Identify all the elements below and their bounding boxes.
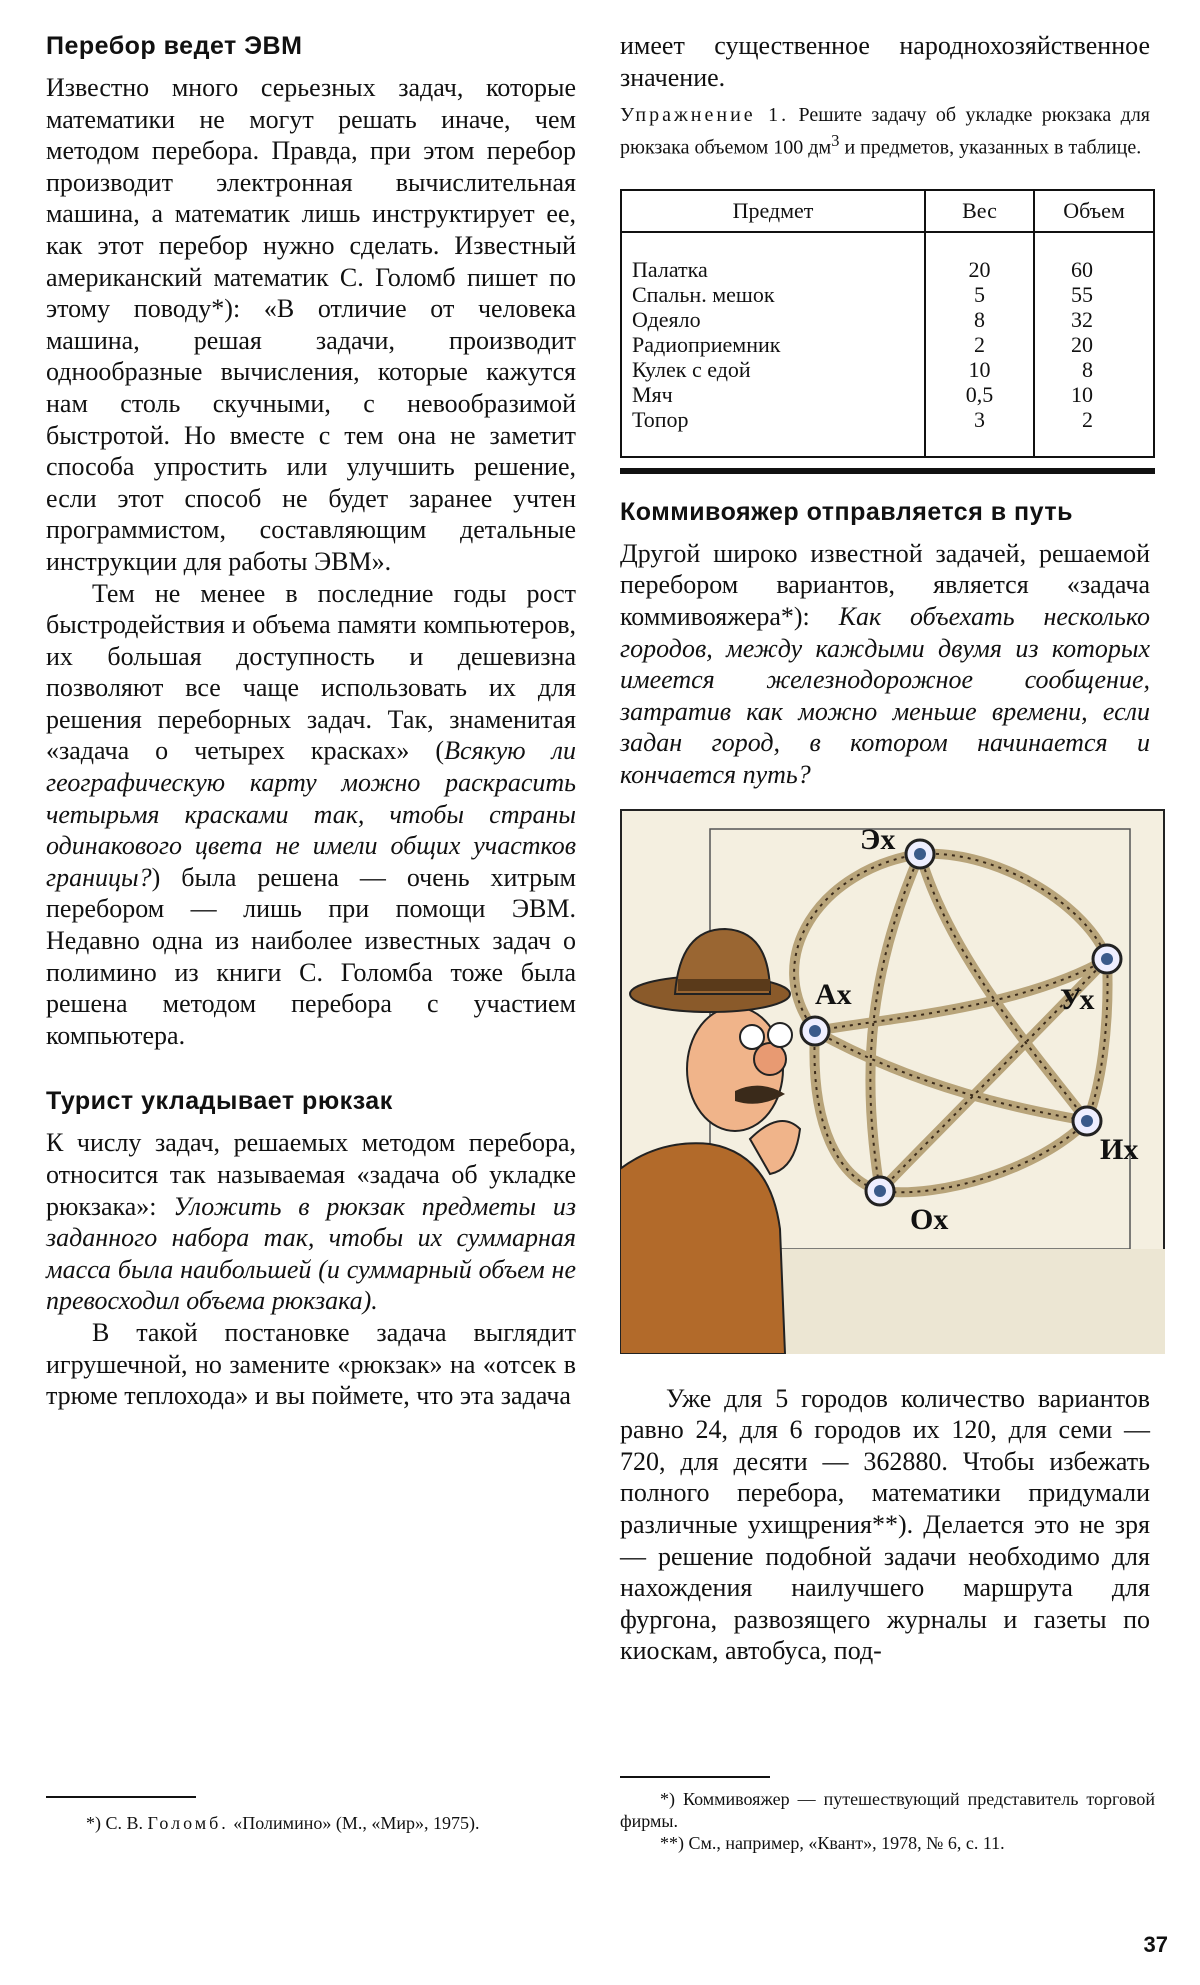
table-header: Объем <box>1034 190 1154 232</box>
traveling-salesman-illustration <box>620 809 1165 1354</box>
section-heading-computer-search: Перебор ведет ЭВМ <box>46 32 303 60</box>
footnote-kvant: **) См., например, «Квант», 1978, № 6, с. 11. <box>660 1833 1005 1853</box>
table-row: Палатка 20 60 <box>621 232 1154 282</box>
table-row: Мяч 0,5 10 <box>621 382 1154 407</box>
footnote-salesman: *) Коммивояжер — путешествующий представитель торговой фирмы. <box>620 1789 1155 1831</box>
table-bottom-rule <box>620 468 1155 474</box>
city-label: Их <box>1100 1132 1139 1166</box>
section-heading-knapsack: Турист укладывает рюкзак <box>46 1087 393 1116</box>
table-row: Радиоприемник 2 20 <box>621 332 1154 357</box>
footnote-golomb: *) С. В. Голомб. «Полимино» (М., «Мир», 1975). <box>86 1813 480 1833</box>
city-label: Ух <box>1060 982 1095 1016</box>
paragraph-variants: Уже для 5 городов количество вариантов равно 24, для 6 городов их 120, для семи — 720, для десяти — 362880. Чтобы избежать полного перебора, математики придумали различные ухищрения**). Делается это не зря — решение подобной задачи необходимо для нахождения наилучшего маршрута для фургона, развозящего журналы и газеты по киоскам, автобуса, под- <box>620 1383 1150 1666</box>
table-header: Предмет <box>621 190 925 232</box>
table-row: Кулек с едой 10 8 <box>621 357 1154 382</box>
table-row: Спальн. мешок 5 55 <box>621 282 1154 307</box>
right-column <box>620 30 1150 1667</box>
section-heading-salesman: Коммивояжер отправляется в путь <box>620 497 1073 526</box>
paragraph-computer-search: Известно много серьезных задач, которые математики не могут решать иначе, чем методом перебора. Правда, при этом перебор производит электронная вычислительная машина, а математик лишь инструктирует ее, как этот перебор нужно сделать. Известный американский математик С. Голомб пишет по этому поводу*): «В отличие от человека машина, решая задачи, производит однообразные вычисления, которые кажутся нам столь скучными, с невообразимой быстротой. Но вместе с тем она не заметит способа упростить или улучшить решение, если этот способ не будет заранее учтен программистом, составляющим детальные инструкции для работы ЭВМ». <box>46 73 576 576</box>
left-column <box>46 30 576 1412</box>
table-row: Топор 3 2 <box>621 407 1154 457</box>
footnote-divider <box>46 1796 196 1798</box>
paragraph-knapsack: К числу задач, решаемых методом перебора, относится так называемая «задача об укладке рюкзака»: Уложить в рюкзак предметы из заданного набора так, чтобы их суммарная масса была наибольшей (и суммарный объем не превосходил объема рюкзака). <box>46 1128 576 1316</box>
exercise-1: Упражнение 1. Решите задачу об укладке рюкзака для рюкзака объемом 100 $дм^3$ и предметов, указанных в таблице. <box>620 104 1150 159</box>
paragraph-salesman: Другой широко известной задачей, решаемой перебором вариантов, является «задача коммивояжера*): Как объехать несколько городов, между каждыми двумя из которых имеется железнодорожное сообщение, затратив как можно меньше времени, если задан город, в котором начинается и кончается путь? <box>620 538 1150 789</box>
paragraph-continuation: имеет существенное народнохозяйственное значение. <box>620 31 1150 92</box>
paragraph-four-colors: Тем не менее в последние годы рост быстродействия и объема памяти компьютеров, их большая доступность и дешевизна позволяют все чаще использовать их для решения переборных задач. Так, знаменитая «задача о четырех красках» (Всякую ли географическую карту можно раскрасить четырьмя красками так, чтобы страны одинакового цвета не имели общих участков границы?) была решена — очень хитрым перебором — лишь при помощи ЭВМ. Недавно одна из наиболее известных задач о полимино из книги С. Голомба тоже была решена методом перебора с участием компьютера. <box>46 578 576 1050</box>
city-label: Ах <box>815 977 852 1011</box>
footnote-divider <box>620 1776 770 1778</box>
table-header: Вес <box>925 190 1034 232</box>
knapsack-table <box>620 189 1155 458</box>
paragraph-knapsack-toy: В такой постановке задача выглядит игрушечной, но замените «рюкзак» на «отсек в трюме теплохода» и вы поймете, что эта задача <box>46 1317 576 1411</box>
table-row: Одеяло 8 32 <box>621 307 1154 332</box>
page-number: 37 <box>1143 1932 1168 1957</box>
city-label: Эх <box>860 822 896 856</box>
city-label: Ох <box>910 1202 949 1236</box>
